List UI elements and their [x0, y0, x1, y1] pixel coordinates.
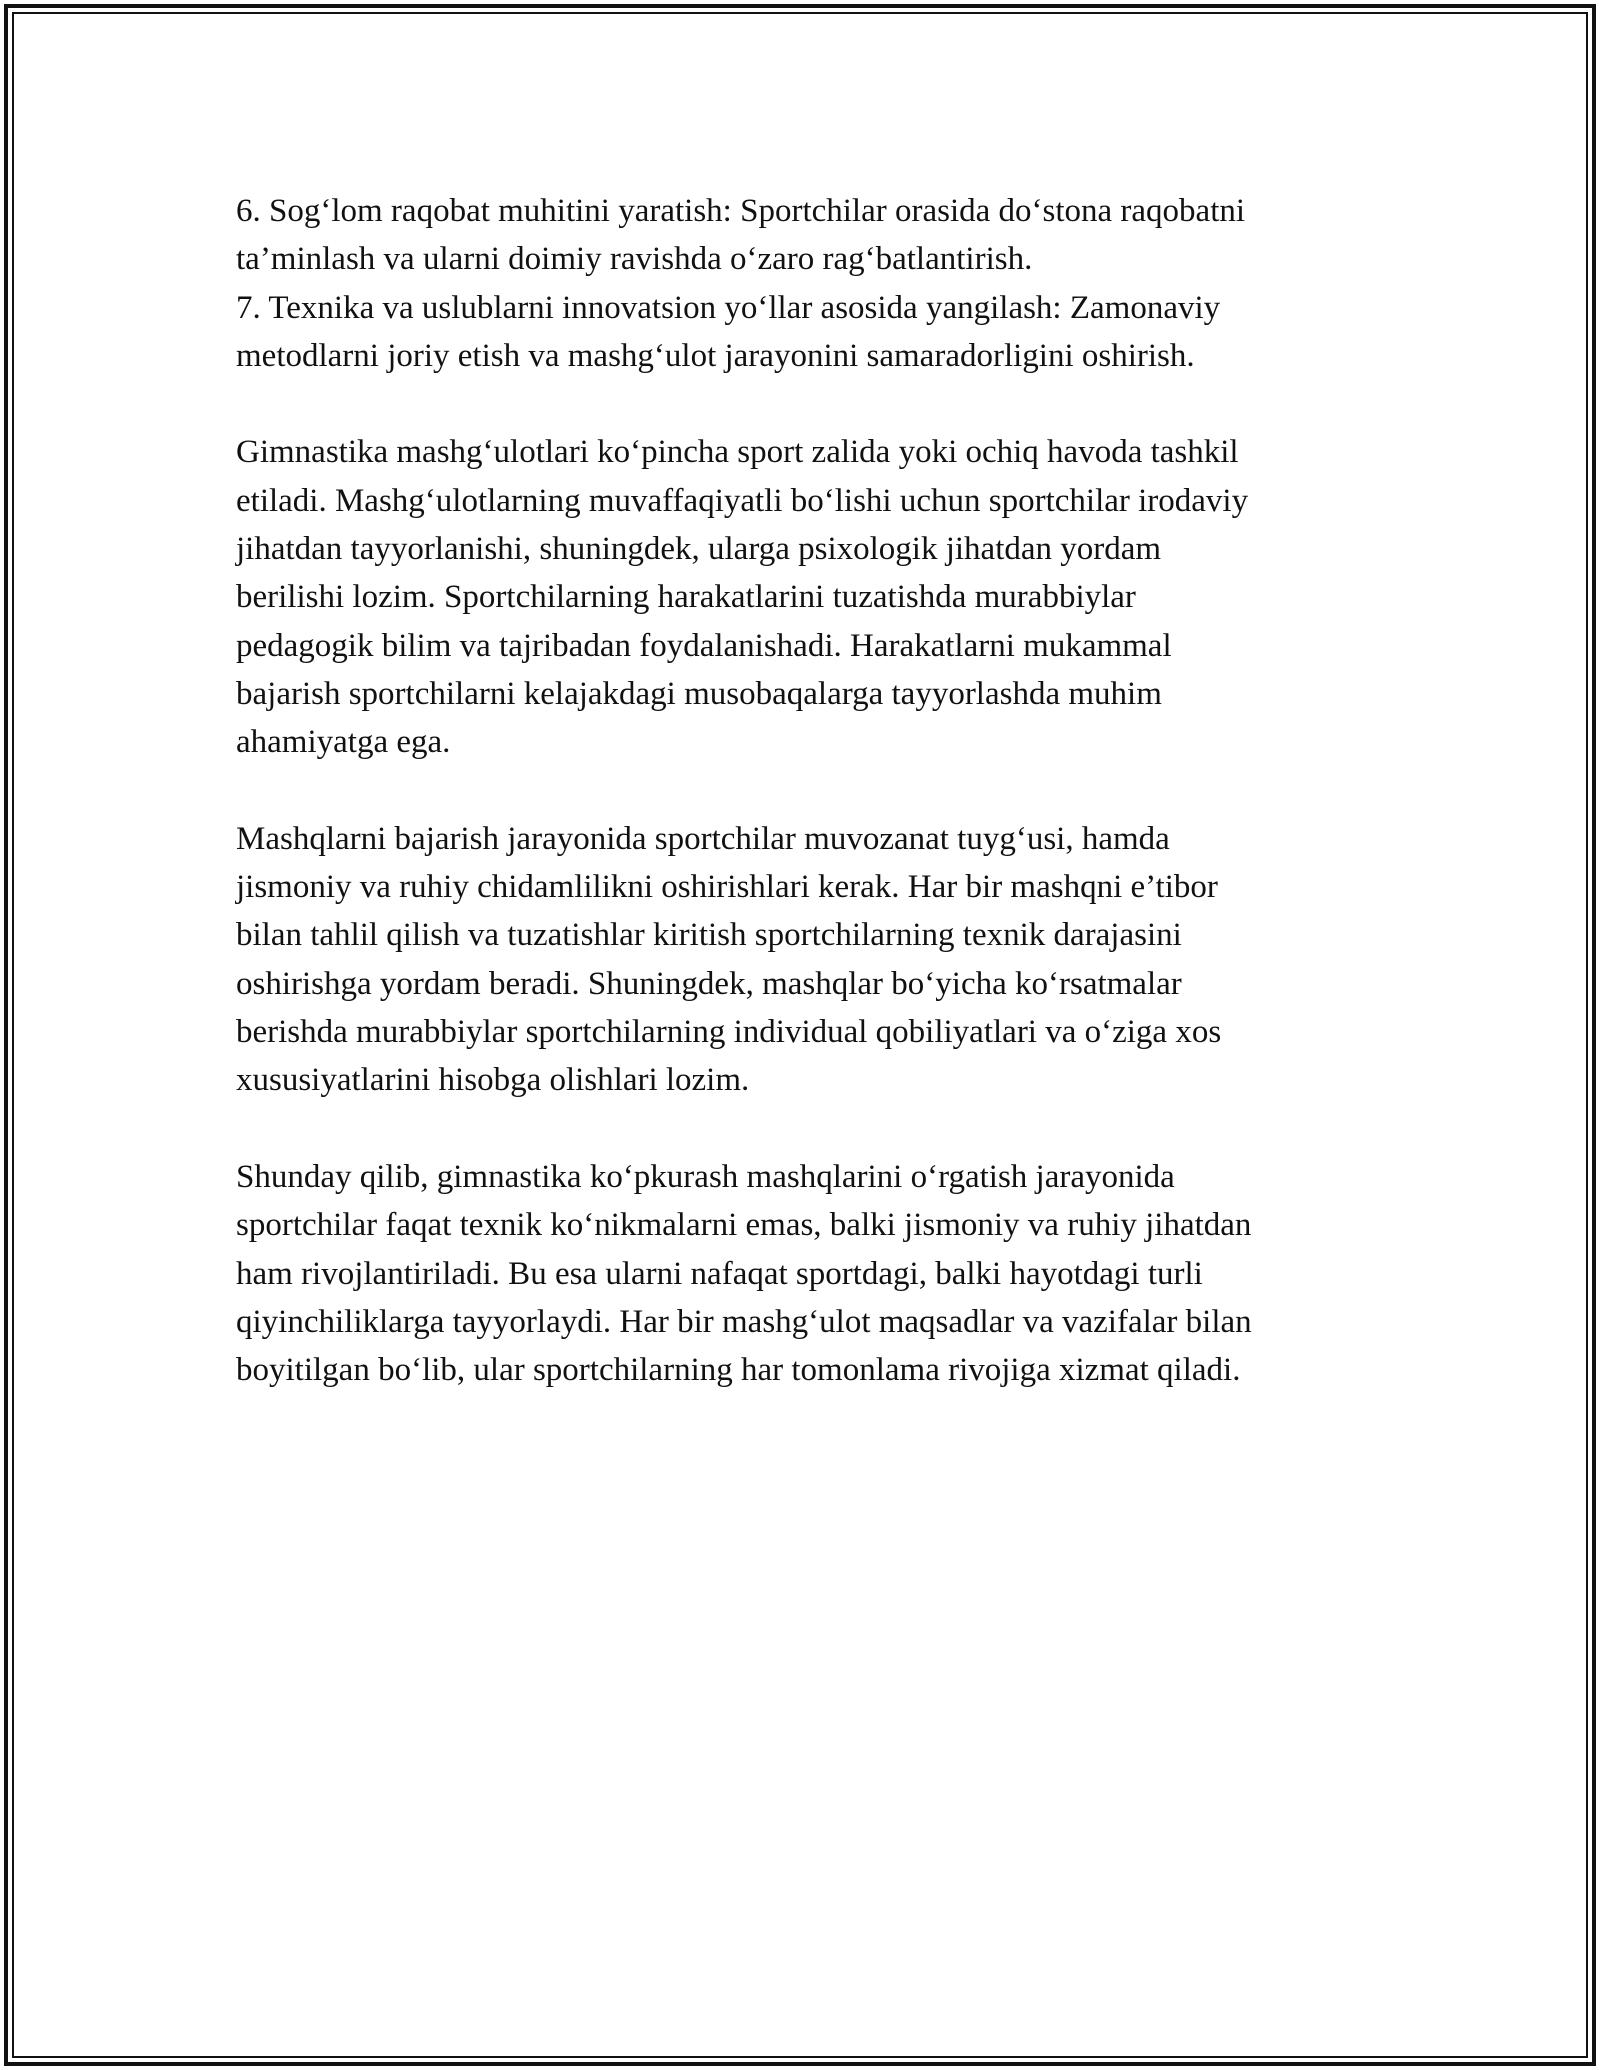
text-line: metodlarni joriy etish va mashg‘ulot jarayonini samaradorligini oshirish. — [236, 337, 1195, 374]
paragraph-conclusion — [236, 1153, 1386, 1394]
text-line: ta’minlash va ularni doimiy ravishda o‘zaro rag‘batlantirish. — [236, 241, 1033, 278]
text-line: Shunday qilib, gimnastika ko‘pkurash mashqlarini o‘rgatish jarayonida — [236, 1158, 1175, 1195]
paragraph-spacer — [236, 767, 1386, 815]
paragraph-training-organization — [236, 428, 1386, 766]
text-line: Mashqlarni bajarish jarayonida sportchilar muvozanat tuyg‘usi, hamda — [236, 820, 1170, 857]
text-line: 7. Texnika va uslublarni innovatsion yo‘llar asosida yangilash: Zamonaviy — [236, 289, 1221, 326]
text-line: bajarish sportchilarni kelajakdagi musobaqalarga tayyorlashda muhim — [236, 675, 1162, 712]
text-line: oshirishga yordam beradi. Shuningdek, mashqlar bo‘yicha ko‘rsatmalar — [236, 965, 1182, 1002]
text-line: berilishi lozim. Sportchilarning harakatlarini tuzatishda murabbiylar — [236, 579, 1136, 616]
text-line: xususiyatlarini hisobga olishlari lozim. — [236, 1062, 750, 1099]
text-line: qiyinchiliklarga tayyorlaydi. Har bir mashg‘ulot maqsadlar va vazifalar bilan — [236, 1303, 1252, 1340]
text-line: Gimnastika mashg‘ulotlari ko‘pincha sport zalida yoki ochiq havoda tashkil — [236, 434, 1239, 471]
text-line: sportchilar faqat texnik ko‘nikmalarni emas, balki jismoniy va ruhiy jihatdan — [236, 1207, 1252, 1244]
text-line: 6. Sog‘lom raqobat muhitini yaratish: Sportchilar orasida do‘stona raqobatni — [236, 193, 1246, 229]
paragraph-spacer — [236, 1105, 1386, 1153]
text-line: pedagogik bilim va tajribadan foydalanishadi. Harakatlarni mukammal — [236, 627, 1172, 664]
text-line: jihatdan tayyorlanishi, shuningdek, ularga psixologik jihatdan yordam — [236, 531, 1162, 568]
text-line: etiladi. Mashg‘ulotlarning muvaffaqiyatli bo‘lishi uchun sportchilar irodaviy — [236, 482, 1249, 519]
text-line: ham rivojlantiriladi. Bu esa ularni nafaqat sportdagi, balki hayotdagi turli — [236, 1255, 1203, 1292]
text-line: berishda murabbiylar sportchilarning individual qobiliyatlari va o‘ziga xos — [236, 1014, 1222, 1051]
paragraph-exercise-execution — [236, 815, 1386, 1105]
text-line: jismoniy va ruhiy chidamlilikni oshirishlari kerak. Har bir mashqni e’tibor — [236, 869, 1218, 906]
text-line: ahamiyatga ega. — [236, 724, 451, 761]
text-line: bilan tahlil qilish va tuzatishlar kiritish sportchilarning texnik darajasini — [236, 917, 1182, 954]
text-line: boyitilgan bo‘lib, ular sportchilarning har tomonlama rivojiga xizmat qiladi. — [236, 1352, 1241, 1389]
paragraph-spacer — [236, 380, 1386, 428]
document-body — [236, 187, 1386, 1394]
paragraph-goals-list — [236, 187, 1386, 380]
